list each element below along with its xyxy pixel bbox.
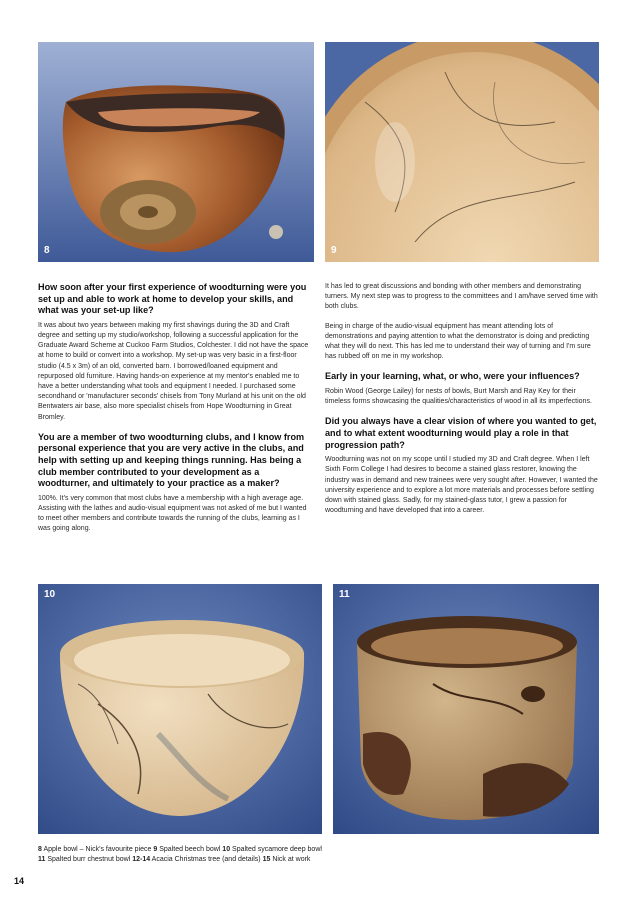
- apple-bowl-image: [38, 42, 314, 262]
- caption-line-2: [38, 855, 322, 865]
- sycamore-bowl-image: [38, 584, 322, 834]
- photo-9-spalted-beech-bowl: [325, 42, 599, 262]
- right-text-column: [325, 282, 599, 525]
- caption-text: Nick at work: [272, 856, 311, 863]
- photo-11-burr-chestnut-bowl: [333, 584, 599, 834]
- caption-text: Spalted beech bowl: [159, 846, 221, 853]
- interview-answer: Woodturning was not on my scope until I studied my 3D and Craft degree. When I left Sixth Form College I had desires to become a stained glass restorer, knowing the industry was in demand and new trainees were very sought after. However, I wanted the university experience and to explore a lot more materials and processes before settling down with stained glass. Sadly, for my stained-glass tutor, I grew a passion for woodturning and have developed that into a career.: [325, 456, 598, 515]
- left-text-column: [38, 282, 312, 544]
- interview-paragraph: Being in charge of the audio-visual equipment has meant attending lots of demonstrations and paying attention to what the demonstrator is doing and predicting what they will do next. This has led me to understand their way of turning and I'm sure has rubbed off on me in my workshop.: [325, 322, 591, 361]
- caption-line-1: [38, 845, 322, 855]
- burr-chestnut-bowl-image: [333, 584, 599, 834]
- caption-number: 9: [153, 846, 158, 853]
- photo-8-apple-bowl: [38, 42, 314, 262]
- beech-bowl-image: [325, 42, 599, 262]
- photo-number: 8: [44, 245, 50, 256]
- photo-number: 10: [44, 589, 56, 600]
- interview-question: Did you always have a clear vision of where you wanted to get, and to what extent woodturning would play a role in that progression path?: [325, 416, 597, 450]
- caption-number: 15: [262, 856, 271, 863]
- photo-number: 11: [339, 589, 350, 600]
- photo-number: 9: [331, 245, 337, 256]
- interview-paragraph: It has led to great discussions and bonding with other members and demonstrating turners. My next step was to progress to the committees and I am/have served time with both clubs.: [325, 283, 598, 311]
- interview-answer: It was about two years between making my first shavings during the 3D and Craft degree and setting up my studio/workshop, following a successful application for the Graduate Award Scheme at Cuckoo Farm Studios, Colchester. I did not have the space at home to build or convert into a workshop. My set-up was very basic in a first-floor studio (4.5 x 3m) of an old, converted barn. I borrowed/loaned equipment and repurposed old furniture. Having hands-on experience at my mentor's enabled me to have a better understanding what tools and equipment I needed. I purchased some secondhand or 'manufacturer seconds' chisels from Tony Murland at his unit on the old Bentwaters air base, also more specialist chisels from Hope Woodturning in Great Bromley.: [38, 321, 309, 421]
- interview-answer: 100%. It's very common that most clubs have a membership with a high average age. Assisting with the lathes and audio-visual equipment was not asked of me but I wanted to meet other members and contribute towards the running of the clubs, learning as I was going along.: [38, 494, 307, 533]
- page-number: 14: [14, 876, 25, 886]
- interview-question: You are a member of two woodturning clubs, and I know from personal experience that you are very active in the clubs, and help with setting up and keeping things running. Has being a club member contributed to your development as a woodturner, and ultimately to your practice as a maker?: [38, 431, 305, 489]
- caption-text: Acacia Christmas tree (and details): [151, 856, 261, 863]
- photo-10-sycamore-bowl: [38, 584, 322, 834]
- caption-number: 11: [38, 856, 46, 863]
- caption-text: Spalted burr chestnut bowl: [47, 856, 131, 863]
- interview-question: How soon after your first experience of woodturning were you set up and able to work at home to develop your skills, and what was your set-up like?: [38, 282, 307, 316]
- caption-text: Spalted sycamore deep bowl: [232, 846, 322, 853]
- caption-number: 12-14: [132, 856, 151, 863]
- photo-captions: [38, 845, 322, 865]
- caption-number: 10: [222, 846, 231, 853]
- interview-answer: Robin Wood (George Lailey) for nests of bowls, Burt Marsh and Ray Key for their timeless forms showcasing the qualities/characteristics of wood in all its imperfections.: [325, 388, 592, 406]
- caption-text: Apple bowl – Nick's favourite piece: [43, 846, 152, 853]
- caption-number: 8: [38, 846, 42, 853]
- interview-question: Early in your learning, what, or who, were your influences?: [325, 371, 580, 382]
